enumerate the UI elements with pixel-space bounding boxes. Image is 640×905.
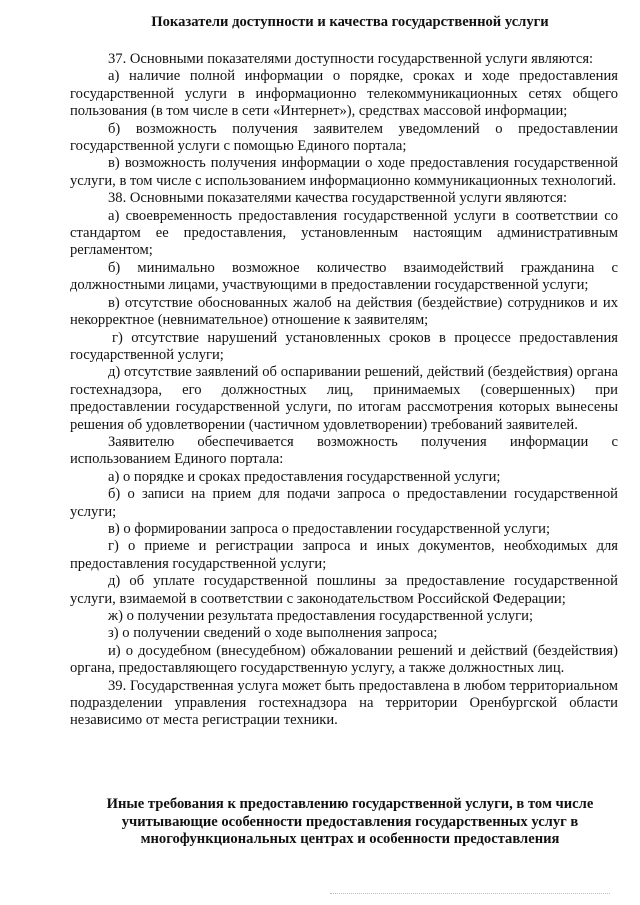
paragraph-portal-zh: ж) о получении результата предоставления государственной услуги;	[108, 608, 533, 624]
paragraph-39: 39. Государственная услуга может быть предоставлена в любом территориальном подразделении управления гостехнадзора на территории Оренбургской области независимо от места регистрации техники.	[70, 677, 618, 729]
paragraph-portal-b: б) о записи на прием для подачи запроса о предоставлении государственной услуги;	[70, 486, 618, 520]
document-body	[70, 51, 618, 730]
paragraph-37-a: а) наличие полной информации о порядке, сроках и ходе предоставления государственной услуги в информационно телекоммуникационных сетях общего пользования (в том числе в сети «Интернет»), средствах массовой информации;	[70, 68, 618, 120]
closing-heading: Иные требования к предоставлению государственной услуги, в том числе учитывающие особенности предоставления государственных услуг в многофункциональных центрах и особенности предоставления	[106, 796, 594, 848]
section-heading: Показатели доступности и качества государственной услуги	[151, 14, 549, 30]
paragraph-37-c: в) возможность получения информации о ходе предоставления государственной услуги, в том числе с использованием информационно коммуникационных технологий.	[70, 155, 618, 189]
paragraph-portal-z: з) о получении сведений о ходе выполнения запроса;	[108, 625, 438, 642]
paragraph-portal-c: в) о формировании запроса о предоставлении государственной услуги;	[108, 520, 550, 537]
paragraph-38-c: в) отсутствие обоснованных жалоб на действия (бездействие) сотрудников и их некорректное (невнимательное) отношение к заявителям;	[70, 294, 618, 329]
paragraph-portal-d: г) о приеме и регистрации запроса и иных документов, необходимых для предоставления государственной услуги;	[70, 538, 618, 572]
scan-footer-mark	[330, 893, 610, 896]
paragraph-38-a: а) своевременность предоставления государственной услуги в соответствии со стандартом ее предоставления, установленным настоящим административным регламентом;	[70, 207, 618, 259]
paragraph-portal-e: д) об уплате государственной пошлины за предоставление государственной услуги, взимаемой в соответствии с законодательством Российской Федерации;	[70, 573, 618, 607]
paragraph-38-e: д) отсутствие заявлений об оспаривании решений, действий (бездействия) органа гостехнадзора, его должностных лиц, принимаемых (совершенных) при предоставлении государственной услуги, по итогам рассмотрения которых вынесены решения об удовлетворении (частичном удовлетворении) требований заявителей.	[70, 364, 618, 433]
paragraph-portal-i: и) о досудебном (внесудебном) обжаловании решений и действий (бездействия) органа, предоставляющего государственную услугу, а также должностных лиц.	[70, 642, 618, 677]
paragraph-portal-intro: Заявителю обеспечивается возможность получения информации с использованием Единого портала:	[70, 433, 618, 468]
paragraph-38-intro: 38. Основными показателями качества государственной услуги являются:	[108, 190, 568, 207]
paragraph-38-d: г) отсутствие нарушений установленных сроков в процессе предоставления государственной услуги;	[70, 329, 618, 363]
paragraph-38-b: б) минимально возможное количество взаимодействий гражданина с должностными лицами, участвующими в предоставлении государственной услуги;	[70, 259, 618, 294]
paragraph-37-intro: 37. Основными показателями доступности государственной услуги являются:	[108, 51, 594, 67]
paragraph-37-b: б) возможность получения заявителем уведомлений о предоставлении государственной услуги с помощью Единого портала;	[70, 120, 618, 155]
paragraph-portal-a: а) о порядке и сроках предоставления государственной услуги;	[108, 468, 501, 485]
